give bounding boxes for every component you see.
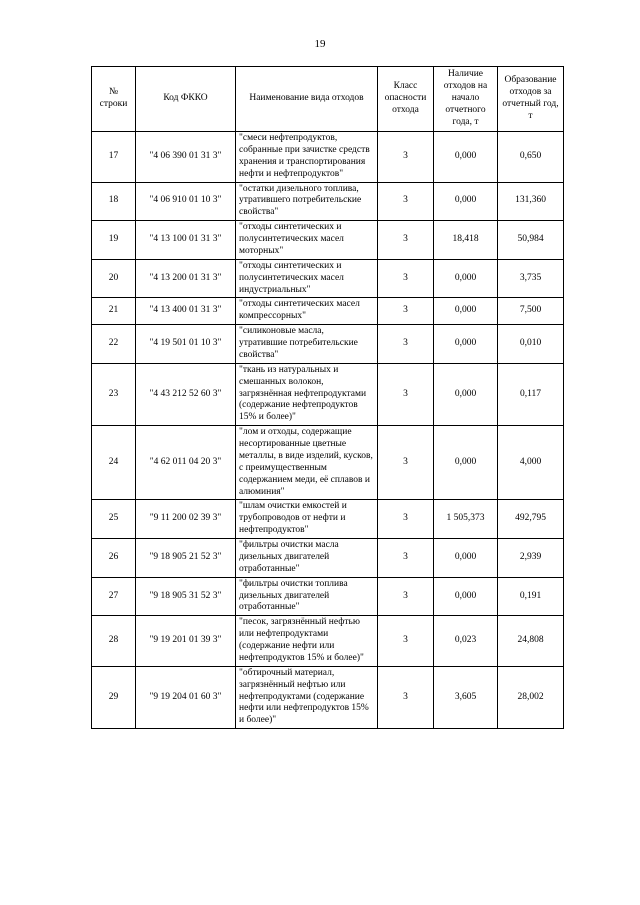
row-number-cell: 21 [92, 298, 136, 325]
waste-table [91, 66, 564, 729]
table-row [92, 259, 564, 298]
header-row-number: № строки [92, 67, 136, 132]
generated-year-cell: 28,002 [498, 666, 564, 728]
hazard-class-cell: 3 [378, 259, 434, 298]
waste-name-cell: "фильтры очистки масла дизельных двигателей отработанные" [236, 539, 378, 578]
fkko-code-cell: "4 43 212 52 60 3" [136, 363, 236, 425]
fkko-code-cell: "4 13 400 01 31 3" [136, 298, 236, 325]
available-start-cell: 0,000 [434, 325, 498, 364]
hazard-class-cell: 3 [378, 666, 434, 728]
row-number-cell: 28 [92, 616, 136, 667]
generated-year-cell: 131,360 [498, 182, 564, 221]
table-body [92, 132, 564, 729]
hazard-class-cell: 3 [378, 426, 434, 500]
hazard-class-cell: 3 [378, 616, 434, 667]
fkko-code-cell: "9 18 905 31 52 3" [136, 577, 236, 616]
fkko-code-cell: "4 13 100 01 31 3" [136, 221, 236, 260]
fkko-code-cell: "9 19 204 01 60 3" [136, 666, 236, 728]
table-row [92, 616, 564, 667]
table-row [92, 221, 564, 260]
waste-name-cell: "ткань из натуральных и смешанных волокон, загрязнённая нефтепродуктами (содержание нефтепродуктов 15% и более)" [236, 363, 378, 425]
row-number-cell: 20 [92, 259, 136, 298]
header-available-start: Наличие отходов на начало отчетного года, т [434, 67, 498, 132]
available-start-cell: 0,000 [434, 298, 498, 325]
row-number-cell: 27 [92, 577, 136, 616]
table-row [92, 577, 564, 616]
generated-year-cell: 50,984 [498, 221, 564, 260]
waste-name-cell: "шлам очистки емкостей и трубопроводов от нефти и нефтепродуктов" [236, 500, 378, 539]
generated-year-cell: 0,010 [498, 325, 564, 364]
hazard-class-cell: 3 [378, 539, 434, 578]
hazard-class-cell: 3 [378, 363, 434, 425]
hazard-class-cell: 3 [378, 182, 434, 221]
waste-name-cell: "обтирочный материал, загрязнённый нефтью или нефтепродуктами (содержание нефти или нефтепродуктов 15% и более)" [236, 666, 378, 728]
generated-year-cell: 0,191 [498, 577, 564, 616]
header-hazard-class: Класс опасности отхода [378, 67, 434, 132]
generated-year-cell: 0,650 [498, 132, 564, 183]
available-start-cell: 0,023 [434, 616, 498, 667]
available-start-cell: 0,000 [434, 182, 498, 221]
available-start-cell: 3,605 [434, 666, 498, 728]
hazard-class-cell: 3 [378, 577, 434, 616]
hazard-class-cell: 3 [378, 298, 434, 325]
generated-year-cell: 2,939 [498, 539, 564, 578]
page-number: 19 [314, 38, 326, 50]
table-row [92, 132, 564, 183]
row-number-cell: 24 [92, 426, 136, 500]
fkko-code-cell: "4 13 200 01 31 3" [136, 259, 236, 298]
available-start-cell: 0,000 [434, 577, 498, 616]
row-number-cell: 17 [92, 132, 136, 183]
table-header [92, 67, 564, 132]
table-row [92, 182, 564, 221]
fkko-code-cell: "4 19 501 01 10 3" [136, 325, 236, 364]
header-row [92, 67, 564, 132]
header-fkko-code: Код ФККО [136, 67, 236, 132]
fkko-code-cell: "9 19 201 01 39 3" [136, 616, 236, 667]
available-start-cell: 0,000 [434, 426, 498, 500]
available-start-cell: 18,418 [434, 221, 498, 260]
table-row [92, 363, 564, 425]
available-start-cell: 1 505,373 [434, 500, 498, 539]
fkko-code-cell: "9 18 905 21 52 3" [136, 539, 236, 578]
available-start-cell: 0,000 [434, 363, 498, 425]
available-start-cell: 0,000 [434, 539, 498, 578]
row-number-cell: 26 [92, 539, 136, 578]
header-generated-year: Образование отходов за отчетный год, т [498, 67, 564, 132]
row-number-cell: 25 [92, 500, 136, 539]
hazard-class-cell: 3 [378, 325, 434, 364]
table-row [92, 325, 564, 364]
row-number-cell: 29 [92, 666, 136, 728]
fkko-code-cell: "4 06 390 01 31 3" [136, 132, 236, 183]
generated-year-cell: 0,117 [498, 363, 564, 425]
hazard-class-cell: 3 [378, 132, 434, 183]
generated-year-cell: 3,735 [498, 259, 564, 298]
table-row [92, 298, 564, 325]
generated-year-cell: 4,000 [498, 426, 564, 500]
waste-name-cell: "смеси нефтепродуктов, собранные при зачистке средств хранения и транспортирования нефти и нефтепродуктов" [236, 132, 378, 183]
generated-year-cell: 24,808 [498, 616, 564, 667]
table-row [92, 500, 564, 539]
waste-name-cell: "фильтры очистки топлива дизельных двигателей отработанные" [236, 577, 378, 616]
header-waste-name: Наименование вида отходов [236, 67, 378, 132]
generated-year-cell: 492,795 [498, 500, 564, 539]
waste-name-cell: "отходы синтетических и полусинтетических масел индустриальных" [236, 259, 378, 298]
available-start-cell: 0,000 [434, 132, 498, 183]
available-start-cell: 0,000 [434, 259, 498, 298]
hazard-class-cell: 3 [378, 500, 434, 539]
waste-name-cell: "лом и отходы, содержащие несортированные цветные металлы, в виде изделий, кусков, с преимущественным содержанием меди, её сплавов и алюминия" [236, 426, 378, 500]
table-row [92, 666, 564, 728]
generated-year-cell: 7,500 [498, 298, 564, 325]
fkko-code-cell: "4 62 011 04 20 3" [136, 426, 236, 500]
hazard-class-cell: 3 [378, 221, 434, 260]
waste-name-cell: "песок, загрязнённый нефтью или нефтепродуктами (содержание нефти или нефтепродуктов 15% и более)" [236, 616, 378, 667]
table-row [92, 426, 564, 500]
row-number-cell: 18 [92, 182, 136, 221]
waste-name-cell: "остатки дизельного топлива, утратившего потребительские свойства" [236, 182, 378, 221]
fkko-code-cell: "4 06 910 01 10 3" [136, 182, 236, 221]
row-number-cell: 22 [92, 325, 136, 364]
waste-name-cell: "отходы синтетических и полусинтетических масел моторных" [236, 221, 378, 260]
row-number-cell: 19 [92, 221, 136, 260]
row-number-cell: 23 [92, 363, 136, 425]
waste-name-cell: "отходы синтетических масел компрессорных" [236, 298, 378, 325]
waste-name-cell: "силиконовые масла, утратившие потребительские свойства" [236, 325, 378, 364]
table-row [92, 539, 564, 578]
fkko-code-cell: "9 11 200 02 39 3" [136, 500, 236, 539]
